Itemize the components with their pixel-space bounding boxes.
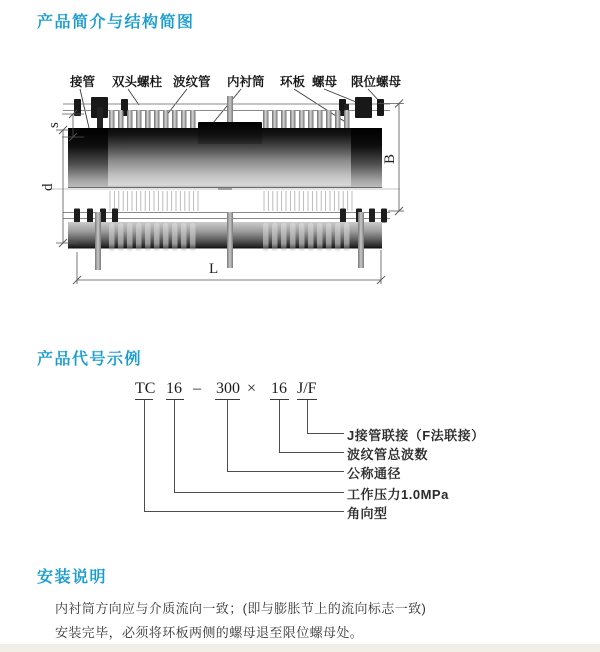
code-token-waves: 16	[271, 380, 287, 397]
code-annotation-connection: J接管联接（F法联接）	[347, 428, 485, 443]
code-connector	[144, 400, 344, 512]
code-annotation-waves: 波纹管总波数	[347, 447, 429, 462]
installation-notes	[55, 597, 426, 645]
page-bottom-strip	[0, 644, 600, 652]
diagram-part-labels	[69, 74, 402, 89]
code-annotation-diameter: 公称通径	[347, 466, 402, 481]
label-shuangtouluozhu: 双头螺柱	[112, 75, 163, 89]
installation-line-1: 内衬筒方向应与介质流向一致；(即与膨胀节上的流向标志一致)	[55, 601, 427, 616]
section-title-product-intro: 产品简介与结构简图	[37, 14, 195, 31]
dim-label-s: s	[46, 122, 62, 128]
section-title-product-code: 产品代号示例	[37, 351, 143, 368]
label-neichentong: 内衬筒	[227, 75, 265, 89]
code-token-diameter: 300	[216, 380, 240, 397]
dim-label-B: B	[382, 153, 398, 164]
label-jieguan: 接管	[70, 75, 96, 89]
dim-label-L: L	[209, 261, 219, 277]
axis-center-mark	[218, 188, 232, 190]
installation-line-2: 安装完毕，必须将环板两侧的螺母退至限位螺母处。	[55, 625, 364, 640]
section-title-installation: 安装说明	[37, 569, 108, 586]
expansion-joint-diagram	[0, 60, 470, 310]
bellows-mirror-lines	[110, 191, 352, 211]
center-stud-top	[227, 96, 233, 126]
code-token-dash: –	[193, 380, 201, 397]
code-token-times: ×	[247, 380, 257, 397]
code-annotation-pressure: 工作压力1.0MPa	[347, 487, 449, 502]
code-token-connection: J/F	[297, 380, 317, 397]
joint-body-upper	[68, 122, 382, 188]
dim-label-d: d	[40, 183, 56, 191]
code-annotation-type: 角向型	[347, 506, 388, 521]
code-token-pressure: 16	[166, 380, 182, 397]
label-bowenguan: 波纹管	[173, 75, 211, 89]
label-huanban: 环板	[280, 75, 306, 89]
label-xianweiluomu: 限位螺母	[351, 75, 402, 89]
inner-sleeve-collar	[198, 122, 262, 144]
joint-body-lower	[68, 222, 382, 248]
code-token-type: TC	[135, 380, 156, 397]
label-luomu: 螺母	[312, 75, 338, 89]
